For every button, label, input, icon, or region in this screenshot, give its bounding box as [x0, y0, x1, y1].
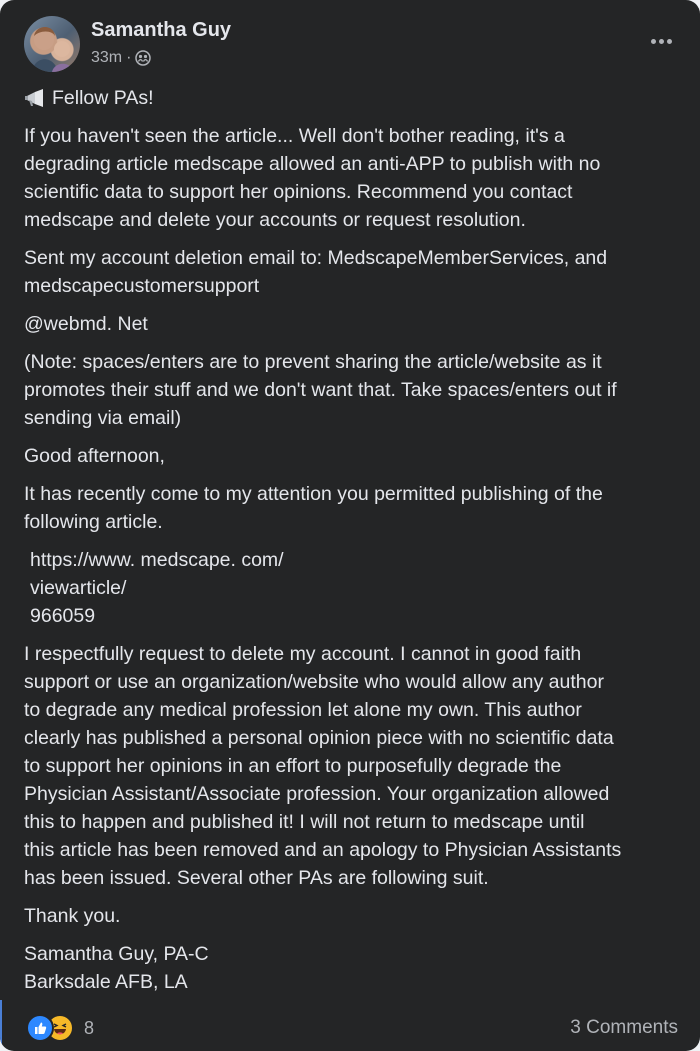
- reactions-summary[interactable]: [26, 1014, 94, 1042]
- paragraph: It has recently come to my attention you permitted publishing of the following article.: [24, 483, 603, 533]
- post-time[interactable]: 33m: [91, 49, 123, 66]
- post-header: [24, 16, 676, 74]
- more-options-icon[interactable]: [646, 26, 676, 56]
- reaction-count: 8: [84, 1017, 95, 1038]
- avatar[interactable]: [24, 16, 80, 72]
- article-url: https://www. medscape. com/ viewarticle/ 966059: [30, 549, 284, 627]
- paragraph: Good afternoon,: [24, 445, 165, 467]
- meta-separator: ·: [126, 49, 132, 66]
- post-footer: [26, 1012, 678, 1044]
- friends-icon[interactable]: [135, 50, 151, 66]
- comments-link[interactable]: 3 Comments: [570, 1017, 678, 1038]
- paragraph: Sent my account deletion email to: MedscapeMemberServices, and medscapecustomersupport: [24, 247, 608, 297]
- intro-text: Fellow PAs!: [52, 87, 154, 109]
- paragraph: Thank you.: [24, 905, 121, 927]
- megaphone-icon: [24, 87, 46, 109]
- paragraph: I respectfully request to delete my account. I cannot in good faith support or use an organization/website who would allow any author to degrade any medical profession let alone my own. This author clearly has published a personal opinion piece with no scientific data to support her opinions in an effort to purposefully degrade the Physician Assistant/Associate profession. Your organization allowed this to happen and published it! I will not return to medscape until this article has been removed and an apology to Physician Assistants has been issued. Several other PAs are following suit.: [24, 643, 622, 889]
- paragraph: If you haven't seen the article... Well don't bother reading, it's a degrading article medscape allowed an anti-APP to publish with no scientific data to support her opinions. Recommend you contact medscape and delete your accounts or request resolution.: [24, 125, 601, 231]
- paragraph: (Note: spaces/enters are to prevent sharing the article/website as it promotes their stuff and we don't want that. Take spaces/enters out if sending via email): [24, 351, 617, 429]
- post-body: [24, 84, 684, 1006]
- focus-accent-bar: [0, 1000, 2, 1051]
- author-name[interactable]: Samantha Guy: [91, 19, 232, 41]
- post-meta: [91, 49, 151, 67]
- post-intro: [24, 84, 684, 112]
- paragraph: @webmd. Net: [24, 313, 148, 335]
- like-icon: [26, 1014, 54, 1042]
- signature: Samantha Guy, PA-C Barksdale AFB, LA: [24, 943, 209, 993]
